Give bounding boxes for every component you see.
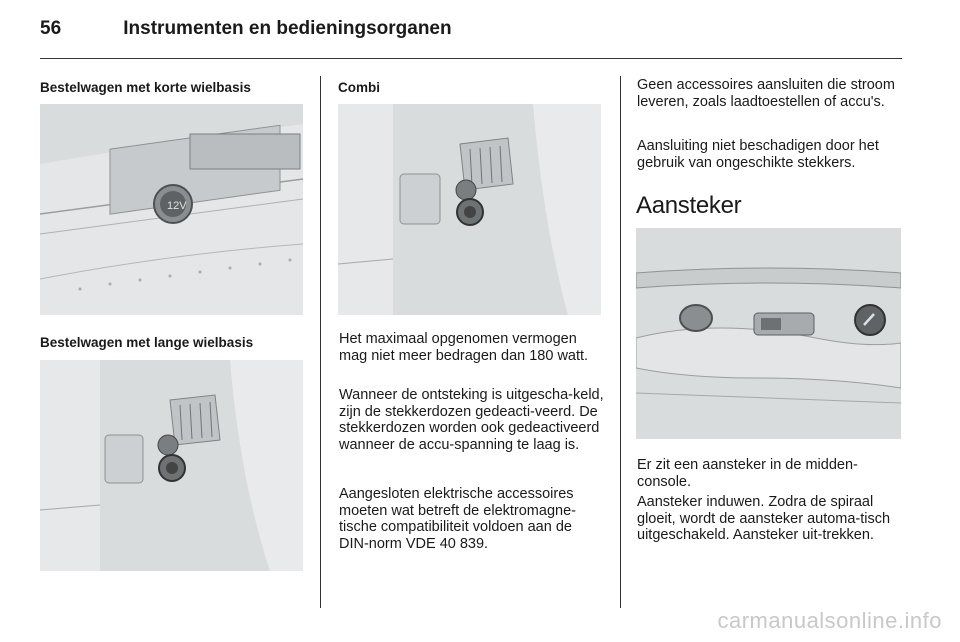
page-number: 56 (40, 18, 62, 39)
watermark: carmanualsonline.info (717, 608, 942, 633)
paragraph-emc: Aangesloten elektrische accessoires moeten wat betreft de elektromagne-tische compatibiliteit voldoen aan de DIN-norm VDE 40 839. (339, 486, 576, 552)
column-divider-2 (620, 76, 621, 608)
paragraph-no-accessories: Geen accessoires aansluiten die stroom leveren, zoals laadtoestellen of accu's. (637, 77, 895, 110)
figure-long-wheelbase (40, 360, 303, 571)
figure-cigarette-lighter (636, 228, 901, 439)
page-title: Instrumenten en bedieningsorganen (123, 18, 452, 39)
paragraph-no-damage: Aansluiting niet beschadigen door het gebruik van ongeschikte stekkers. (637, 138, 879, 171)
caption-short-wheelbase: Bestelwagen met korte wielbasis (40, 80, 251, 95)
paragraph-console: Er zit een aansteker in de midden-console. (637, 457, 858, 490)
paragraph-ignition: Wanneer de ontsteking is uitgescha-keld, zijn de stekkerdozen gedeacti-veerd. De stekkerdozen worden ook gedeactiveerd wanneer de accu-spanning te laag is. (339, 387, 604, 453)
figure-short-wheelbase (40, 104, 303, 315)
header-rule (40, 58, 902, 59)
column-divider-1 (320, 76, 321, 608)
caption-combi: Combi (338, 80, 380, 95)
svg-text:12V: 12V (167, 200, 187, 212)
caption-long-wheelbase: Bestelwagen met lange wielbasis (40, 335, 254, 350)
page-header (40, 18, 452, 40)
paragraph-max-power: Het maximaal opgenomen vermogen mag niet meer bedragen dan 180 watt. (339, 331, 589, 364)
figure-combi (338, 104, 601, 315)
paragraph-push-lighter: Aansteker induwen. Zodra de spiraal gloeit, wordt de aansteker automa-tisch uitgeschakeld. Aansteker uit-trekken. (637, 494, 891, 543)
section-heading-aansteker: Aansteker (636, 192, 742, 219)
